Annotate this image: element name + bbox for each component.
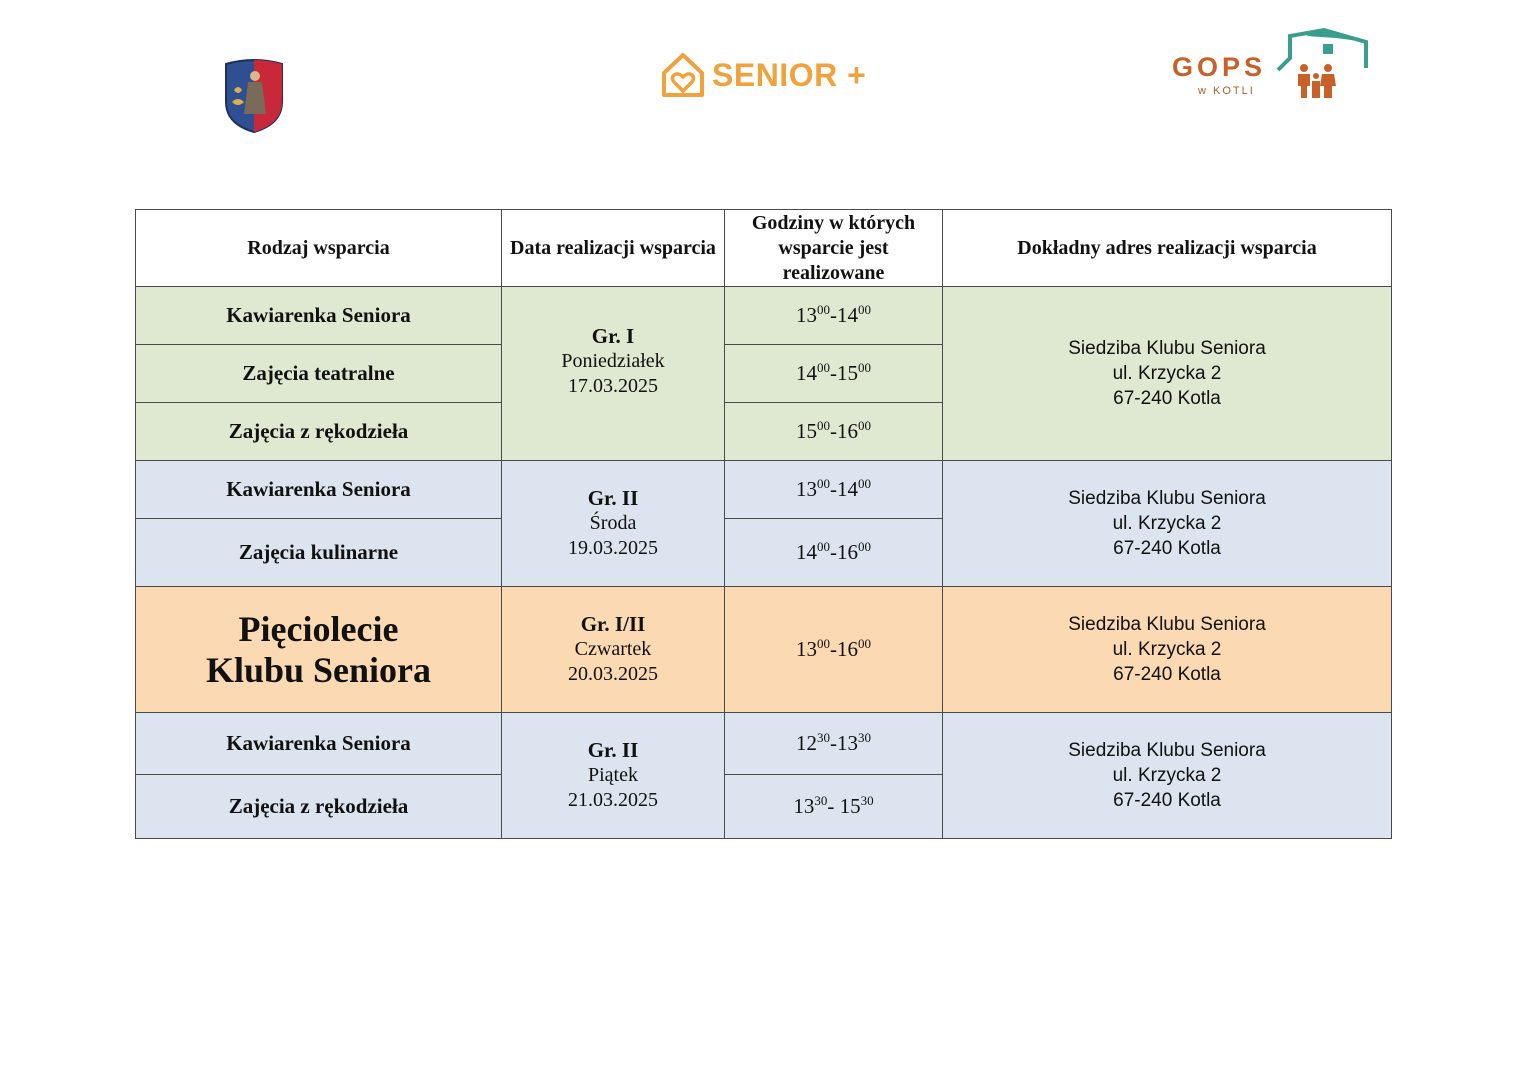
address-line: Siedziba Klubu Seniora — [1068, 488, 1266, 509]
senior-plus-text: SENIOR + — [712, 56, 867, 93]
address-line: ul. Krzycka 2 — [1112, 765, 1222, 786]
hours-cell: $15^{00}-16^{00}$ — [725, 403, 943, 461]
address-line: Siedziba Klubu Seniora — [1068, 338, 1266, 359]
day-label: Poniedziałek — [561, 349, 665, 372]
activity-title-line: Klubu Seniora — [205, 649, 432, 690]
activity-cell: Kawiarenka Seniora — [136, 713, 502, 775]
address-line: ul. Krzycka 2 — [1112, 363, 1222, 384]
hours-cell: $14^{00}-16^{00}$ — [725, 519, 943, 587]
activity-cell: Kawiarenka Seniora — [136, 461, 502, 519]
day-label: Czwartek — [574, 638, 652, 660]
hours-cell: $13^{00}-14^{00}$ — [725, 287, 943, 345]
address-line: 67-240 Kotla — [1113, 790, 1221, 811]
date-label: 19.03.2025 — [568, 537, 658, 559]
table-row — [136, 587, 1392, 713]
table-row — [136, 287, 1392, 345]
table-row — [136, 461, 1392, 519]
house-heart-icon — [660, 51, 706, 99]
date-cell — [502, 713, 725, 839]
address-line: 67-240 Kotla — [1113, 538, 1221, 559]
address-line: Siedziba Klubu Seniora — [1068, 614, 1266, 635]
activity-cell: Kawiarenka Seniora — [136, 287, 502, 345]
header-address: Dokładny adres realizacji wsparcia — [943, 210, 1392, 287]
address-cell — [943, 461, 1392, 587]
address-cell — [943, 287, 1392, 461]
address-line: ul. Krzycka 2 — [1112, 513, 1222, 534]
gops-subtitle: w KOTLI — [1198, 85, 1255, 97]
activity-cell: Zajęcia teatralne — [136, 345, 502, 403]
senior-plus-logo — [660, 50, 866, 100]
schedule-table — [135, 209, 1392, 839]
activity-cell — [136, 587, 502, 713]
address-cell — [943, 713, 1392, 839]
hours-cell: $12^{30}-13^{30}$ — [725, 713, 943, 775]
address-line: ul. Krzycka 2 — [1112, 639, 1222, 660]
gops-logo — [1172, 26, 1368, 102]
hours-cell: $13^{00}-16^{00}$ — [725, 587, 943, 713]
activity-cell: Zajęcia z rękodzieła — [136, 403, 502, 461]
day-label: Piątek — [588, 764, 638, 786]
hours-cell: $14^{00}-15^{00}$ — [725, 345, 943, 403]
table-row — [136, 713, 1392, 775]
header-support-type: Rodzaj wsparcia — [136, 210, 502, 287]
hours-cell: $13^{30}-$ $15^{30}$ — [725, 775, 943, 839]
header-hours: Godziny w których wsparcie jest realizowane — [725, 210, 943, 287]
address-line: 67-240 Kotla — [1113, 388, 1221, 409]
date-cell — [502, 461, 725, 587]
header-row — [136, 210, 1392, 287]
activity-cell: Zajęcia kulinarne — [136, 519, 502, 587]
group-label: Gr. I/II — [580, 612, 646, 636]
address-line: 67-240 Kotla — [1113, 664, 1221, 685]
day-label: Środa — [589, 512, 637, 534]
group-label: Gr. II — [587, 486, 639, 510]
address-line: Siedziba Klubu Seniora — [1068, 740, 1266, 761]
group-label: Gr. II — [587, 738, 639, 762]
activity-cell: Zajęcia z rękodzieła — [136, 775, 502, 839]
date-label: 17.03.2025 — [568, 374, 658, 397]
date-label: 20.03.2025 — [568, 663, 658, 685]
date-label: 21.03.2025 — [568, 789, 658, 811]
address-cell — [943, 587, 1392, 713]
coat-of-arms-logo — [222, 58, 286, 134]
header-date: Data realizacji wsparcia — [502, 210, 725, 287]
date-cell — [502, 287, 725, 461]
activity-title-line: Pięciolecie — [238, 608, 399, 649]
gops-text: GOPS — [1172, 52, 1267, 82]
hours-cell: $13^{00}-14^{00}$ — [725, 461, 943, 519]
house-family-icon — [1276, 26, 1368, 100]
date-cell — [502, 587, 725, 713]
group-label: Gr. I — [591, 323, 635, 348]
